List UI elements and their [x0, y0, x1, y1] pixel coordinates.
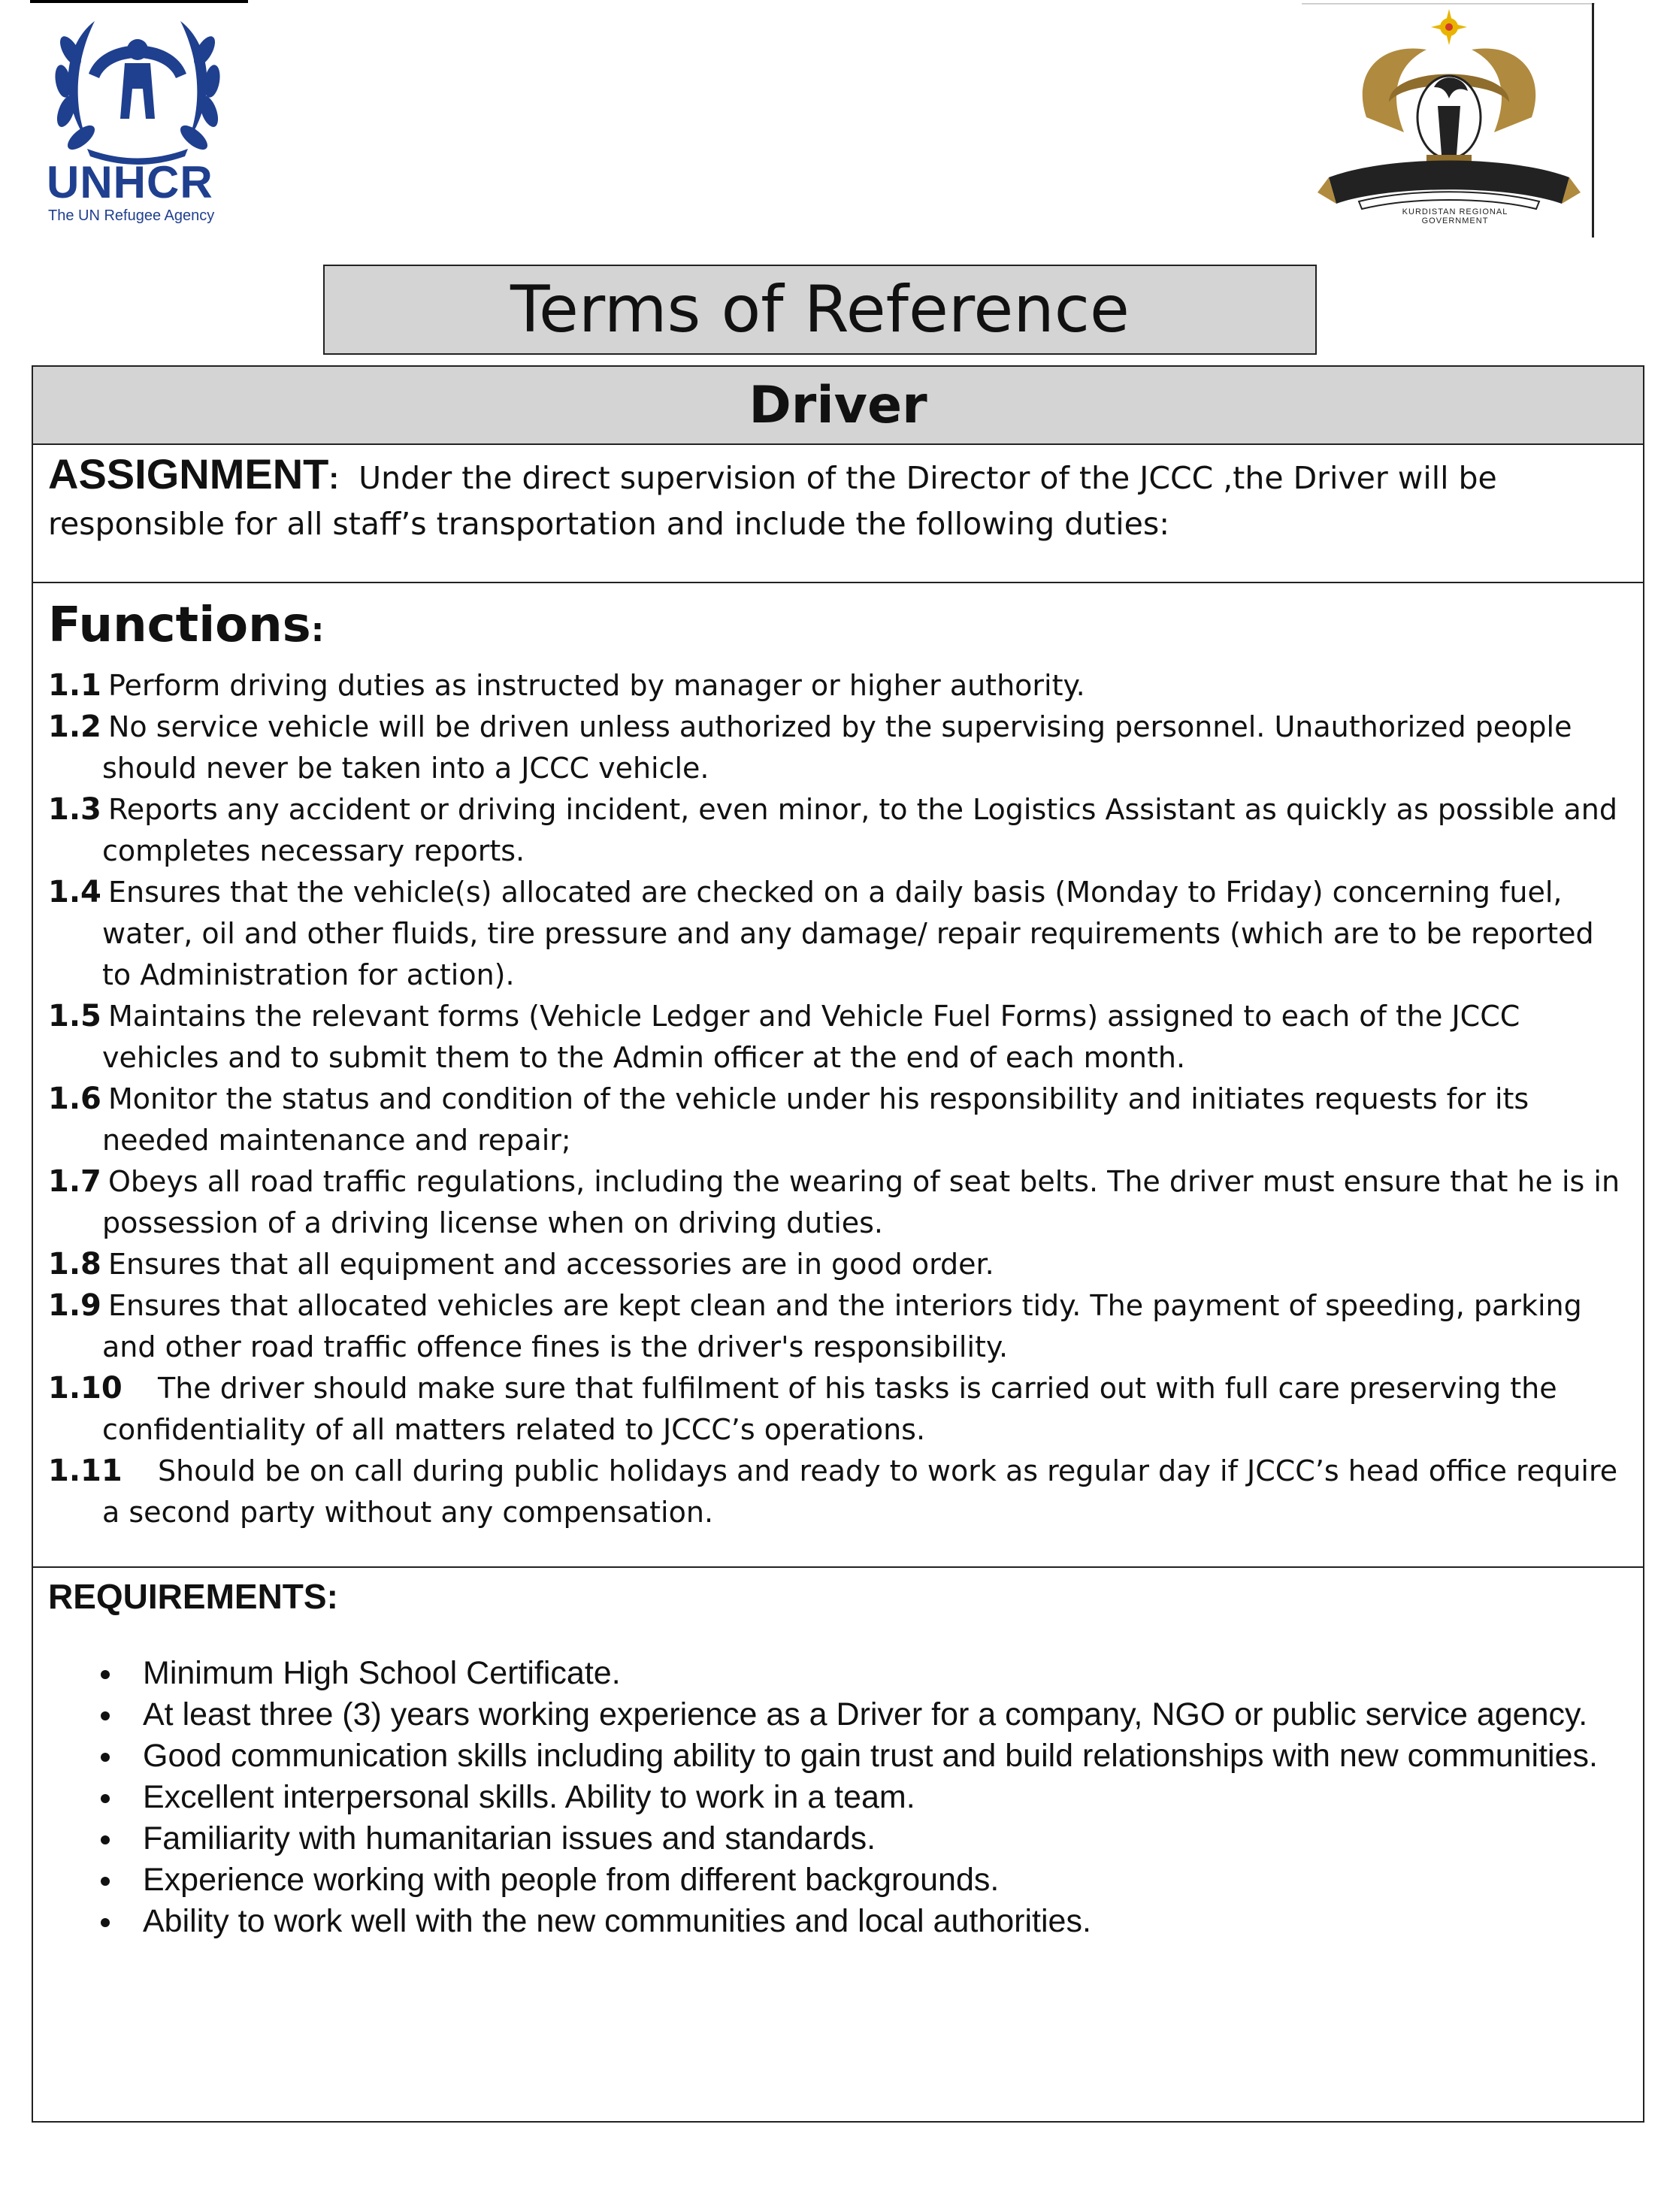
requirement-item: Good communication skills including ability to gain trust and build relationships with new communities.: [48, 1736, 1628, 1776]
unhcr-logo: [42, 6, 233, 228]
function-text: Should be on call during public holidays and ready to work as regular day if JCCC’s head office require a second party without any compensation.: [102, 1454, 1618, 1529]
krg-emblem: [1314, 5, 1584, 230]
terms-table: [32, 365, 1644, 2123]
functions-section: [33, 583, 1643, 1568]
function-number: 1.9: [48, 1288, 101, 1323]
right-vertical-rule: [1592, 3, 1594, 238]
bullet-icon: [101, 1753, 110, 1762]
requirement-item: Experience working with people from different backgrounds.: [48, 1860, 1628, 1900]
function-number: 1.8: [48, 1247, 101, 1282]
bullet-icon: [101, 1794, 110, 1803]
krg-emblem-icon: [1314, 5, 1584, 230]
function-number: 1.3: [48, 792, 101, 827]
requirement-item: Minimum High School Certificate.: [48, 1654, 1628, 1693]
top-rule-left: [30, 0, 248, 3]
function-item: [48, 1079, 1628, 1161]
requirements-heading: REQUIREMENTS:: [48, 1577, 338, 1616]
function-item: [48, 1244, 1628, 1285]
function-item: [48, 1285, 1628, 1368]
bullet-icon: [101, 1670, 110, 1679]
function-number: 1.1: [48, 668, 101, 703]
function-item: [48, 872, 1628, 996]
function-item: [48, 789, 1628, 872]
function-item: [48, 707, 1628, 789]
function-text: No service vehicle will be driven unless authorized by the supervising personnel. Unauthorized people should never be taken into a JCCC vehicle.: [102, 710, 1572, 785]
bullet-icon: [101, 1711, 110, 1720]
assignment-colon: :: [328, 461, 340, 495]
function-item: [48, 1161, 1628, 1244]
function-item: [48, 665, 1628, 707]
function-number: 1.5: [48, 999, 101, 1033]
function-text: Perform driving duties as instructed by manager or higher authority.: [108, 669, 1085, 702]
function-text: The driver should make sure that fulfilment of his tasks is carried out with full care preserving the confidentiality of all matters related to JCCC’s operations.: [102, 1372, 1557, 1446]
krg-seal-text: KURDISTAN REGIONAL GOVERNMENT: [1402, 207, 1508, 225]
requirement-item: Ability to work well with the new communities and local authorities.: [48, 1902, 1628, 1941]
function-text: Reports any accident or driving incident, even minor, to the Logistics Assistant as quickly as possible and completes necessary reports.: [102, 793, 1617, 867]
requirement-item: Excellent interpersonal skills. Ability to work in a team.: [48, 1778, 1628, 1817]
function-text: Ensures that allocated vehicles are kept clean and the interiors tidy. The payment of speeding, parking and other road traffic offence fines is the driver's responsibility.: [102, 1289, 1582, 1363]
bullet-icon: [101, 1918, 110, 1927]
functions-list: [48, 665, 1628, 1533]
bullet-icon: [101, 1835, 110, 1844]
function-item: [48, 1451, 1628, 1533]
requirement-item: At least three (3) years working experience as a Driver for a company, NGO or public service agency.: [48, 1695, 1628, 1735]
assignment-text: Under the direct supervision of the Director of the JCCC ,the Driver will be responsible for all staff’s transportation and include the following duties:: [48, 460, 1497, 542]
unhcr-logo-text: UNHCR: [47, 157, 213, 207]
requirements-section: [33, 1568, 1643, 2121]
function-item: [48, 996, 1628, 1079]
function-number: 1.4: [48, 875, 101, 909]
bullet-icon: [101, 1877, 110, 1886]
position-title: Driver: [33, 367, 1643, 445]
unhcr-tagline: The UN Refugee Agency: [48, 207, 215, 224]
function-item: [48, 1368, 1628, 1451]
assignment-paragraph: [48, 451, 1628, 547]
function-text: Ensures that the vehicle(s) allocated are checked on a daily basis (Monday to Friday) concerning fuel, water, oil and other fluids, tire pressure and any damage/ repair requirements (which are to be reported to Administration for action).: [102, 876, 1594, 991]
function-text: Maintains the relevant forms (Vehicle Ledger and Vehicle Fuel Forms) assigned to each of the JCCC vehicles and to submit them to the Admin officer at the end of each month.: [102, 1000, 1520, 1074]
function-number: 1.6: [48, 1082, 101, 1116]
assignment-section: [33, 445, 1643, 583]
requirements-list: [48, 1654, 1628, 1941]
function-text: Ensures that all equipment and accessories are in good order.: [108, 1248, 994, 1281]
requirement-item: Familiarity with humanitarian issues and standards.: [48, 1819, 1628, 1859]
function-number: 1.7: [48, 1164, 101, 1199]
assignment-label: ASSIGNMENT: [48, 450, 329, 498]
function-text: Monitor the status and condition of the vehicle under his responsibility and initiates requests for its needed maintenance and repair;: [102, 1082, 1529, 1157]
document-title: Terms of Reference: [323, 265, 1317, 355]
function-number: 1.2: [48, 710, 101, 744]
functions-heading: Functions:: [48, 598, 325, 653]
function-number: 1.11: [48, 1454, 123, 1488]
function-number: 1.10: [48, 1371, 123, 1406]
function-text: Obeys all road traffic regulations, including the wearing of seat belts. The driver must ensure that he is in possession of a driving license when on driving duties.: [102, 1165, 1620, 1239]
